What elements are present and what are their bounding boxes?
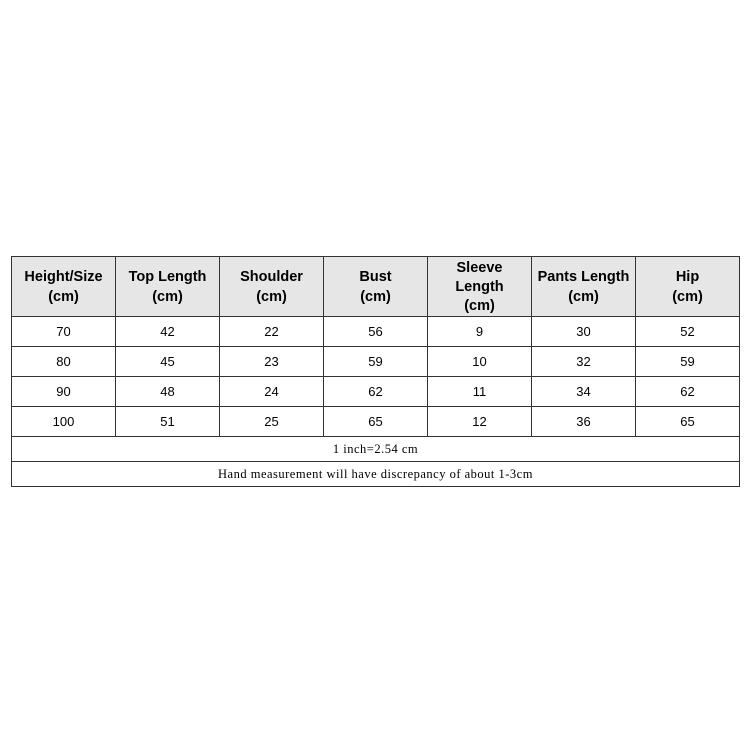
table-cell: 36 (532, 407, 636, 437)
table-row (12, 407, 740, 437)
measurement-disclaimer: Hand measurement will have discrepancy of about 1-3cm (12, 462, 740, 487)
table-cell: 48 (116, 377, 220, 407)
header-unit: (cm) (48, 288, 79, 305)
header-label: Height/Size (24, 268, 103, 285)
table-cell: 59 (324, 347, 428, 377)
table-cell: 62 (636, 377, 740, 407)
disclaimer-note-row (12, 462, 740, 487)
header-row (12, 257, 740, 317)
table-cell: 62 (324, 377, 428, 407)
table-cell: 80 (12, 347, 116, 377)
header-unit: (cm) (672, 288, 703, 305)
header-unit: (cm) (360, 288, 391, 305)
table-cell: 9 (428, 317, 532, 347)
header-label-cont: Length (455, 279, 504, 295)
header-height-size (12, 257, 116, 317)
header-unit: (cm) (568, 288, 599, 305)
header-shoulder (220, 257, 324, 317)
header-label: Sleeve (456, 260, 503, 276)
table-cell: 90 (12, 377, 116, 407)
table-cell: 11 (428, 377, 532, 407)
table-cell: 10 (428, 347, 532, 377)
table-cell: 12 (428, 407, 532, 437)
size-chart-table (11, 256, 740, 487)
header-label: Top Length (128, 268, 207, 285)
table-cell: 23 (220, 347, 324, 377)
table-cell: 65 (324, 407, 428, 437)
header-unit: (cm) (256, 288, 287, 305)
header-label: Pants Length (537, 268, 630, 285)
table-cell: 59 (636, 347, 740, 377)
header-unit: (cm) (464, 298, 495, 314)
header-top-length (116, 257, 220, 317)
table-row (12, 347, 740, 377)
table-cell: 34 (532, 377, 636, 407)
table-cell: 30 (532, 317, 636, 347)
conversion-note-row (12, 437, 740, 462)
header-bust (324, 257, 428, 317)
header-unit: (cm) (152, 288, 183, 305)
table-cell: 32 (532, 347, 636, 377)
header-label: Bust (359, 268, 392, 285)
header-label: Shoulder (240, 268, 303, 285)
table-cell: 65 (636, 407, 740, 437)
table-cell: 52 (636, 317, 740, 347)
table-cell: 51 (116, 407, 220, 437)
table-cell: 70 (12, 317, 116, 347)
header-hip (636, 257, 740, 317)
header-label: Hip (675, 268, 700, 285)
table-cell: 45 (116, 347, 220, 377)
header-pants-length (532, 257, 636, 317)
table-cell: 25 (220, 407, 324, 437)
conversion-note: 1 inch=2.54 cm (12, 437, 740, 462)
header-sleeve-length (428, 257, 532, 317)
table-row (12, 377, 740, 407)
table-cell: 22 (220, 317, 324, 347)
table-cell: 42 (116, 317, 220, 347)
table-row (12, 317, 740, 347)
table-cell: 24 (220, 377, 324, 407)
table-cell: 56 (324, 317, 428, 347)
table-cell: 100 (12, 407, 116, 437)
